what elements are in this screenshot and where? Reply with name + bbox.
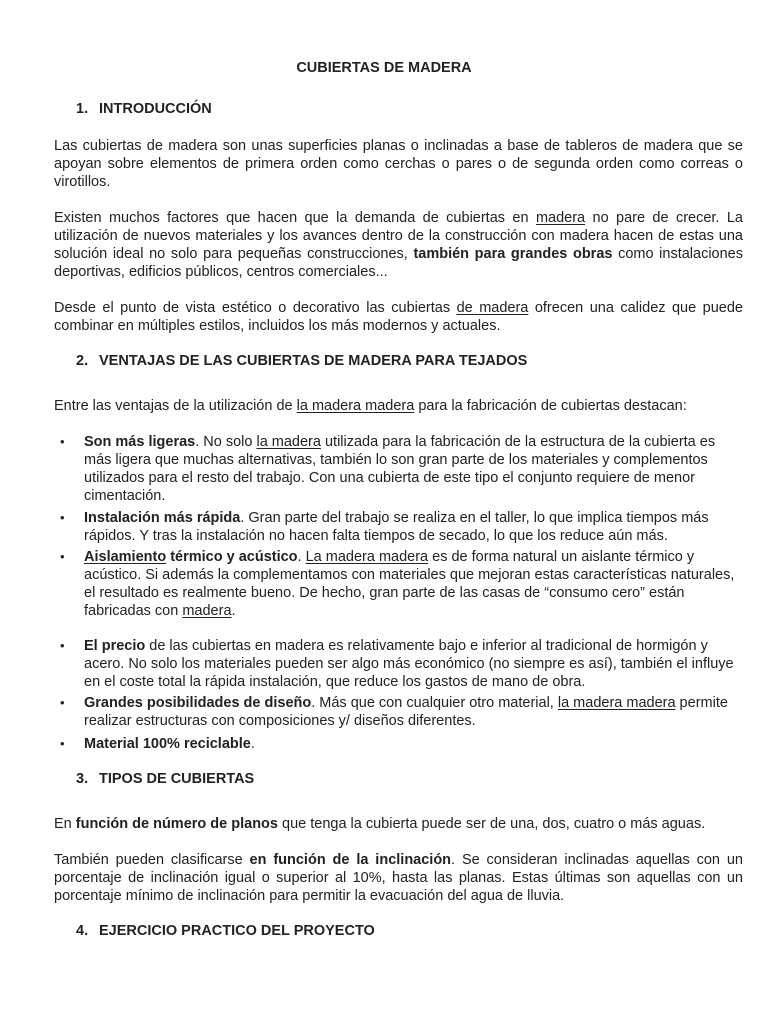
link-aislamiento[interactable]: Aislamiento	[84, 549, 167, 565]
bold-text: en función de la inclinación	[249, 852, 452, 868]
text-run: para la fabricación de cubiertas destacan:	[414, 398, 687, 414]
text-run: . Se consideran inclinadas aquellas con un porcentaje de inclinación igual o superior al 10%, hasta las planas. Estas últimas son aquellas con un porcentaje mínimo de inclinación para permitir la evacuación del agua de lluvia.	[54, 852, 743, 904]
link-de-madera[interactable]: de madera	[456, 300, 529, 316]
bullet-icon: •	[60, 695, 65, 710]
text-run: .	[250, 736, 255, 752]
section-title: VENTAJAS DE LAS CUBIERTAS DE MADERA PARA TEJADOS	[99, 353, 528, 369]
section-title: INTRODUCCIÓN	[99, 101, 212, 117]
section-number: 2.	[76, 353, 89, 369]
bullet-icon: •	[60, 510, 65, 525]
text-run: En	[54, 816, 76, 832]
ventajas-intro	[54, 397, 743, 415]
ventajas-list	[60, 735, 746, 753]
intro-paragraph-1: Las cubiertas de madera son unas superficies planas o inclinadas a base de tableros de madera que se apoyan sobre elementos de primera orden como cerchas o pares o de segunda orden como correas o virotillos.	[54, 138, 743, 190]
text-run: que tenga la cubierta puede ser de una, dos, cuatro o más aguas.	[277, 816, 706, 832]
text-run: Entre las ventajas de la utilización de	[54, 398, 297, 414]
link-la-madera-madera-2[interactable]: La madera madera	[305, 549, 429, 565]
text-run: es de forma natural un aislante térmico y acústico. Si además la complementamos con materiales que mejoran estas características naturales, el resultado es realmente bueno. De hecho, gran parte de las casas de “consumo cero” están fabricadas con	[84, 549, 735, 619]
ventajas-list	[60, 509, 746, 545]
list-item	[60, 735, 746, 753]
section-number: 4.	[76, 923, 89, 939]
text-run: .	[297, 549, 306, 565]
list-item	[60, 548, 746, 620]
bold-text: térmico y acústico	[166, 549, 298, 565]
text-run: Desde el punto de vista estético o decorativo las cubiertas	[54, 300, 457, 316]
bold-text: Material 100% reciclable	[84, 736, 251, 752]
text-run: como instalaciones deportivas, edificios públicos, centros comerciales...	[54, 246, 743, 280]
bold-text: El precio	[84, 638, 146, 654]
tipos-paragraph-2	[54, 851, 743, 905]
intro-paragraph-3	[54, 299, 743, 335]
document-title: CUBIERTAS DE MADERA	[296, 60, 472, 76]
link-madera-2[interactable]: madera	[182, 603, 232, 619]
bold-text: también para grandes obras	[413, 246, 613, 262]
bold-text: Son más ligeras	[84, 434, 196, 450]
bullet-icon: •	[60, 549, 65, 564]
bold-text: Grandes posibilidades de diseño	[84, 695, 312, 711]
bold-text: función de número de planos	[75, 816, 278, 832]
text-run: . Más que con cualquier otro material,	[311, 695, 558, 711]
intro-paragraph-2	[54, 209, 743, 281]
ventajas-list	[60, 694, 746, 730]
text-run: utilizada para la fabricación de la estructura de la cubierta es más ligera que muchas alternativas, también lo son gran parte de los materiales y complementos utilizados para el resto del trabajo. Con una cubierta de este tipo el conjunto requiere de menor cimentación.	[84, 434, 716, 504]
bullet-icon: •	[60, 638, 65, 653]
section-heading-ejercicio	[76, 922, 375, 940]
section-heading-tipos	[76, 770, 254, 788]
bullet-icon: •	[60, 736, 65, 751]
tipos-paragraph-1	[54, 815, 743, 833]
text-run: de las cubiertas en madera es relativamente bajo e inferior al tradicional de hormigón y acero. No solo los materiales pueden ser algo más económico (no siempre es así), también el influye en el coste total la rápida instalación, que reduce los gastos de mano de obra.	[84, 638, 734, 690]
text-run: permite realizar estructuras con composiciones y/ diseños diferentes.	[84, 695, 728, 729]
section-title: TIPOS DE CUBIERTAS	[99, 771, 255, 787]
text-run: También pueden clasificarse	[54, 852, 250, 868]
link-madera[interactable]: madera	[535, 210, 586, 226]
section-title: EJERCICIO PRACTICO DEL PROYECTO	[99, 923, 375, 939]
list-item	[60, 637, 746, 691]
section-number: 1.	[76, 101, 89, 117]
text-run: . No solo	[195, 434, 257, 450]
ventajas-list	[60, 548, 746, 620]
list-item	[60, 694, 746, 730]
list-item	[60, 509, 746, 545]
ventajas-list	[60, 637, 746, 691]
link-la-madera-madera-3[interactable]: la madera madera	[557, 695, 676, 711]
text-run: no pare de crecer. La utilización de nuevos materiales y los avances dentro de la construcción con madera hacen de estas una solución ideal no solo para pequeñas construcciones,	[54, 210, 743, 262]
text-run: Existen muchos factores que hacen que la demanda de cubiertas en	[54, 210, 536, 226]
bullet-icon: •	[60, 434, 65, 449]
bold-text: Instalación más rápida	[84, 510, 241, 526]
text-run: .	[231, 603, 236, 619]
ventajas-list	[60, 433, 746, 505]
text-run: . Gran parte del trabajo se realiza en el taller, lo que implica tiempos más rápidos. Y tras la instalación no hacen falta tiempos de secado, lo que los reduce aún más.	[84, 510, 709, 544]
section-number: 3.	[76, 771, 89, 787]
list-item	[60, 433, 746, 505]
section-heading-ventajas	[76, 352, 527, 370]
text-run: ofrecen una calidez que puede combinar en múltiples estilos, incluidos los más modernos y actuales.	[54, 300, 743, 334]
section-heading-introduccion	[76, 100, 212, 118]
link-la-madera-madera[interactable]: la madera madera	[296, 398, 415, 414]
link-la-madera[interactable]: la madera	[256, 434, 321, 450]
